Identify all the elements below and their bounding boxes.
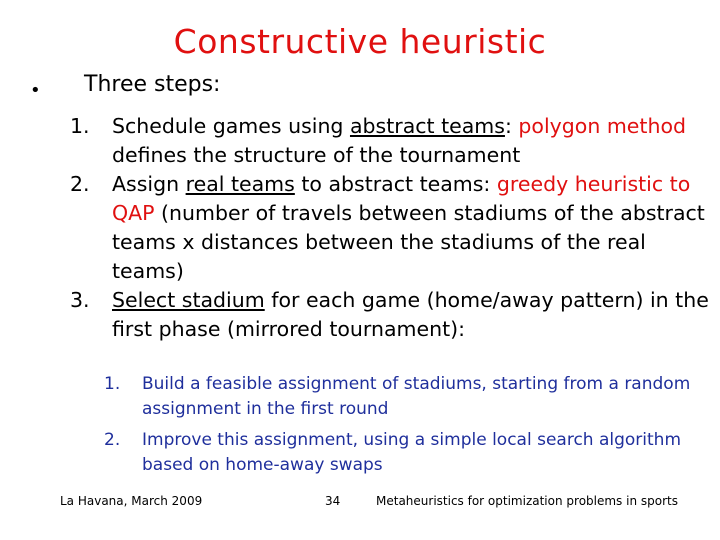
substep-item-1 (104, 372, 704, 422)
substep-text: Build a feasible assignment of stadiums, starting from a random assignment in the first round (142, 374, 691, 419)
step-underlined: Select stadium (112, 288, 265, 312)
step-number: 1. (70, 114, 90, 138)
step-text: to abstract teams: (294, 172, 497, 196)
step-text: Schedule games using (112, 114, 350, 138)
bullet-dot: • (30, 80, 41, 101)
footer-page-number: 34 (325, 494, 341, 508)
step-text: (number of travels between stadiums of the abstract teams x distances between the stadiums of the real teams) (112, 201, 705, 283)
step-text: : (504, 114, 519, 138)
steps-list (70, 112, 710, 344)
footer-date: La Havana, March 2009 (60, 494, 203, 508)
step-highlight: greedy heuristic to QAP (112, 172, 691, 225)
step-item-1 (70, 112, 710, 170)
step-number: 3. (70, 288, 90, 312)
substep-number: 2. (104, 430, 121, 450)
substep-item-2 (104, 428, 704, 478)
step-number: 2. (70, 172, 90, 196)
step-underlined: abstract teams (349, 114, 505, 138)
step-text: for each game (home/away pattern) in the first phase (mirrored tournament): (112, 288, 709, 341)
slide-title: Constructive heuristic (173, 22, 547, 61)
step-item-3 (70, 286, 710, 344)
substeps-list (104, 372, 704, 484)
step-item-2 (70, 170, 710, 286)
intro-text: Three steps: (84, 72, 221, 97)
step-text: defines the structure of the tournament (112, 143, 521, 167)
step-text: Assign (112, 172, 186, 196)
footer-title: Metaheuristics for optimization problems in sports (376, 494, 678, 508)
substep-text: Improve this assignment, using a simple local search algorithm based on home-away swaps (142, 430, 682, 475)
step-highlight: polygon method (518, 114, 687, 138)
substep-number: 1. (104, 374, 121, 394)
step-underlined: real teams (185, 172, 295, 196)
